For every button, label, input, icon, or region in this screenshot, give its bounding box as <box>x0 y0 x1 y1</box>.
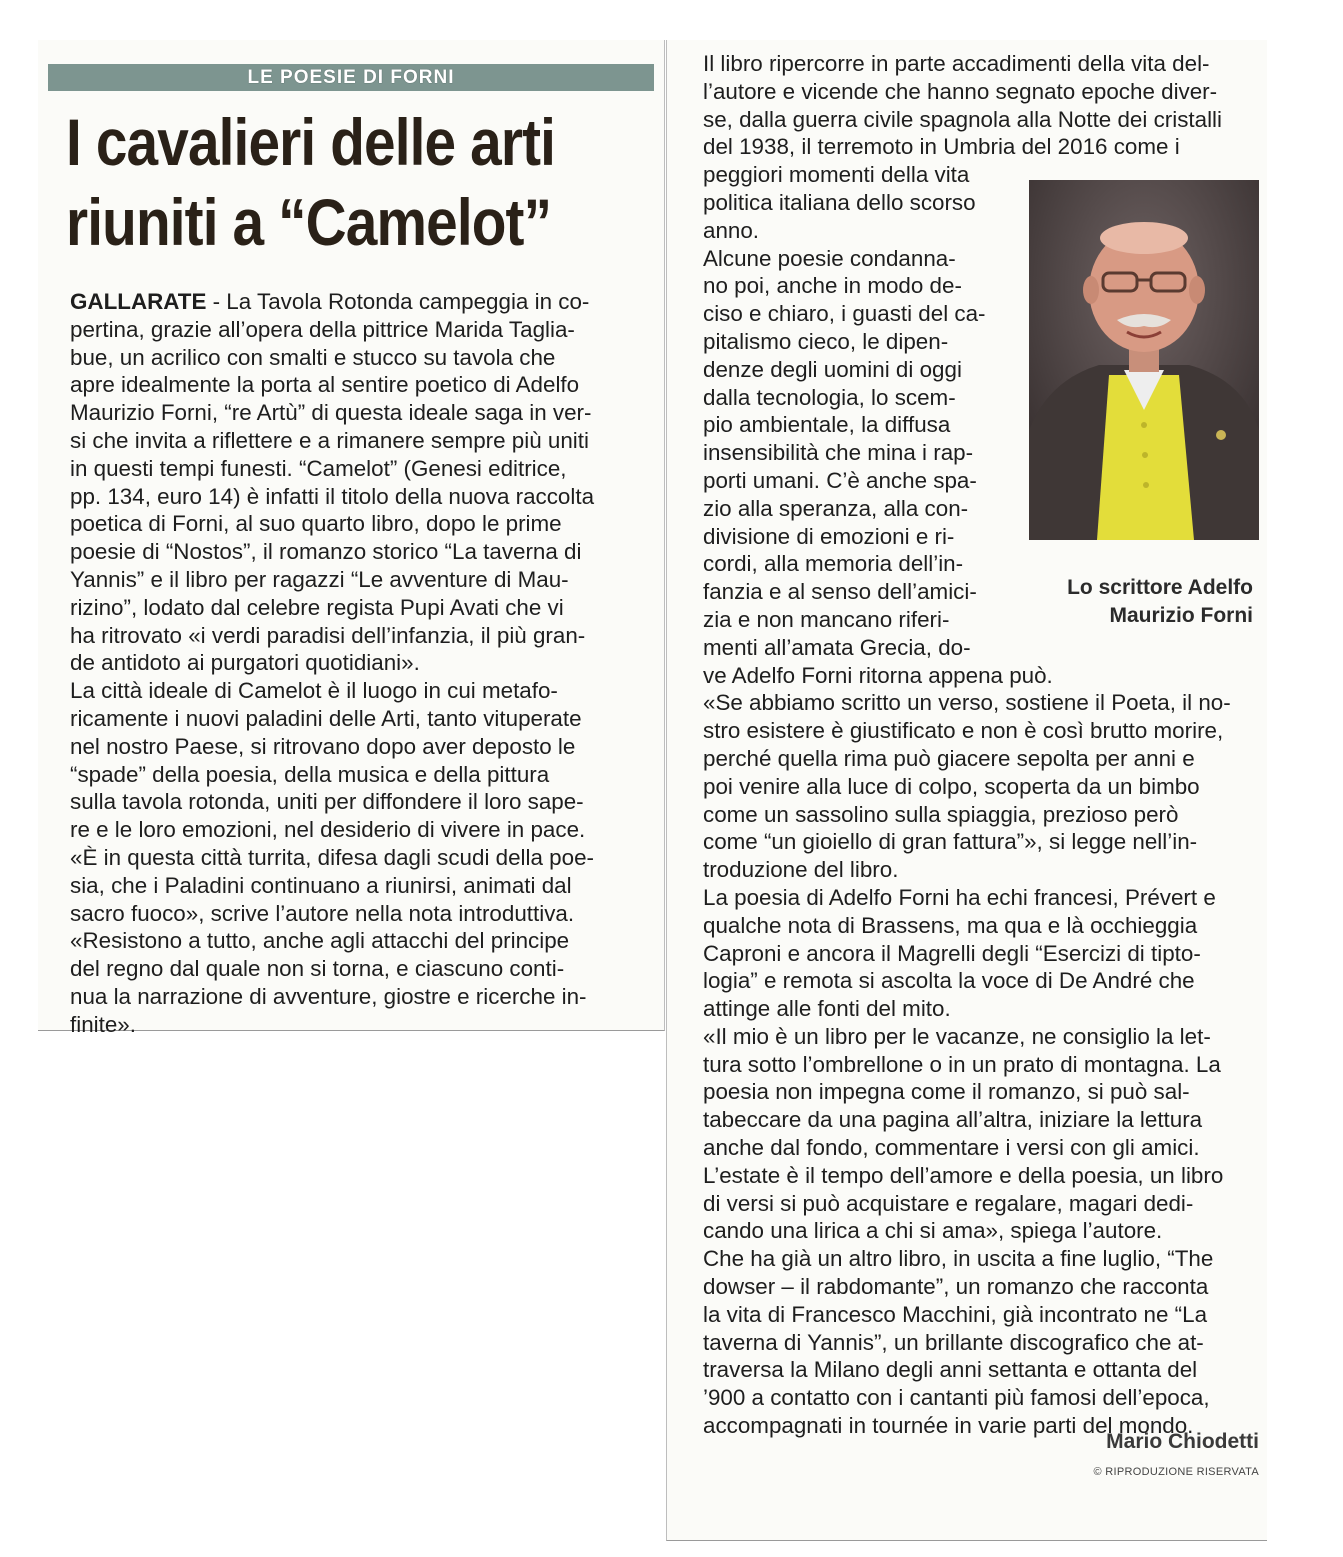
text-line: «Il mio è un libro per le vacanze, ne consiglio la let- <box>703 1023 1211 1049</box>
text-fragment: - La Tavola Rotonda campeggia in co- <box>206 289 590 314</box>
text-line: ’900 a contatto con i cantanti più famosi dell’epoca, <box>703 1385 1210 1411</box>
text-line: pitalismo cieco, le dipen- <box>703 328 949 354</box>
text-line: “spade” della poesia, della musica e della pittura <box>70 761 550 787</box>
text-line: l’autore e vicende che hanno segnato epoche diver- <box>703 78 1218 104</box>
text-line: re e le loro emozioni, nel desiderio di vivere in pace. <box>70 817 586 843</box>
text-line: rizino”, lodato dal celebre regista Pupi Avati che vi <box>70 594 564 620</box>
text-line: ricamente i nuovi paladini delle Arti, tanto vituperate <box>70 705 582 731</box>
headline-line: I cavalieri delle arti <box>66 105 556 179</box>
text-line: Il libro ripercorre in parte accadimenti della vita del- <box>703 51 1210 76</box>
caption-line: Maurizio Forni <box>1109 604 1253 627</box>
text-line: Caproni e ancora il Magrelli degli “Esercizi di tipto- <box>703 940 1201 966</box>
text-line: «È in questa città turrita, difesa dagli scudi della poe- <box>70 844 594 870</box>
text-line: poetica di Forni, al suo quarto libro, dopo le prime <box>70 511 562 537</box>
text-line: politica italiana dello scorso <box>703 189 976 215</box>
text-line: attinge alle fonti del mito. <box>703 996 951 1022</box>
text-line: poesia non impegna come il romanzo, si può sal- <box>703 1079 1190 1105</box>
text-line: divisione di emozioni e ri- <box>703 523 955 549</box>
text-line <box>70 288 660 316</box>
text-line: Yannis” e il libro per ragazzi “Le avventure di Mau- <box>70 566 569 592</box>
article-clipping-left <box>38 40 665 1037</box>
text-line: la vita di Francesco Macchini, già incontrato ne “La <box>703 1301 1208 1327</box>
text-line: bue, un acrilico con smalti e stucco su tavola che <box>70 344 556 370</box>
text-line: di versi si può acquistare e regalare, magari dedi- <box>703 1190 1194 1216</box>
text-line: poi venire alla luce di colpo, scoperta da un bimbo <box>703 773 1200 799</box>
text-line: menti all’amata Grecia, do- <box>703 634 971 660</box>
author-signature: Mario Chiodetti <box>1106 1430 1259 1453</box>
text-line: no poi, anche in modo de- <box>703 273 962 299</box>
right-text-top <box>703 50 1263 161</box>
dateline: GALLARATE <box>70 289 207 314</box>
text-line: pio ambientale, la diffusa <box>703 412 951 438</box>
article-clipping-right <box>666 40 1267 1541</box>
text-line: sulla tavola rotonda, uniti per diffondere il loro sape- <box>70 789 584 815</box>
text-line: La città ideale di Camelot è il luogo in cui metafo- <box>70 678 558 704</box>
text-line: finite». <box>70 1011 136 1037</box>
photo-caption <box>1005 574 1253 630</box>
text-line: apre idealmente la porta al sentire poetico di Adelfo <box>70 372 580 398</box>
text-line: come un sassolino sulla spiaggia, prezioso però <box>703 801 1179 827</box>
copyright-notice: © RIPRODUZIONE RISERVATA <box>1093 1466 1259 1478</box>
left-body-text <box>70 288 660 1039</box>
text-line: nel nostro Paese, si ritrovano dopo aver deposto le <box>70 733 576 759</box>
text-line: in questi tempi funesti. “Camelot” (Genesi editrice, <box>70 455 567 481</box>
text-line: sia, che i Paladini continuano a riunirsi, animati dal <box>70 872 572 898</box>
text-line: ciso e chiaro, i guasti del ca- <box>703 301 986 327</box>
text-line: Maurizio Forni, “re Artù” di questa ideale saga in ver- <box>70 400 592 426</box>
text-line: accompagnati in tournée in varie parti del mondo. <box>703 1413 1194 1439</box>
text-line: pp. 134, euro 14) è infatti il titolo della nuova raccolta <box>70 483 595 509</box>
text-line: porti umani. C’è anche spa- <box>703 467 977 493</box>
text-line: poesie di “Nostos”, il romanzo storico “La taverna di <box>70 539 582 565</box>
text-line: troduzione del libro. <box>703 857 899 883</box>
text-line: logia” e remota si ascolta la voce di De André che <box>703 968 1195 994</box>
text-line: dowser – il rabdomante”, un romanzo che racconta <box>703 1274 1209 1300</box>
text-line: de antidoto ai purgatori quotidiani». <box>70 650 420 676</box>
section-kicker: LE POESIE DI FORNI <box>48 64 654 91</box>
text-line: anche dal fondo, commentare i versi con gli amici. <box>703 1135 1200 1161</box>
right-text-bottom <box>703 662 1263 1440</box>
text-line: come “un gioiello di gran fattura”», si legge nell’in- <box>703 829 1198 855</box>
caption-line: Lo scrittore Adelfo <box>1067 576 1253 599</box>
text-line: Alcune poesie condanna- <box>703 245 956 271</box>
text-line: Che ha già un altro libro, in uscita a fine luglio, “The <box>703 1246 1214 1272</box>
text-line: denze degli uomini di oggi <box>703 356 962 382</box>
text-line: se, dalla guerra civile spagnola alla Notte dei cristalli <box>703 106 1222 132</box>
text-line: qualche nota di Brassens, ma qua e là occhieggia <box>703 912 1198 938</box>
text-line: cordi, alla memoria dell’in- <box>703 551 964 577</box>
text-line: anno. <box>703 217 760 243</box>
article-headline <box>66 102 573 262</box>
right-text-narrow <box>703 161 1023 661</box>
text-line: «Resistono a tutto, anche agli attacchi del principe <box>70 928 570 954</box>
text-line: zia e non mancano riferi- <box>703 606 950 632</box>
text-line: zio alla speranza, alla con- <box>703 495 969 521</box>
text-line: insensibilità che mina i rap- <box>703 440 974 466</box>
headline-line: riuniti a “Camelot” <box>66 185 552 259</box>
text-line: La poesia di Adelfo Forni ha echi francesi, Prévert e <box>703 884 1216 910</box>
text-line: del regno dal quale non si torna, e ciascuno conti- <box>70 956 565 982</box>
text-line: si che invita a riflettere e a rimanere sempre più uniti <box>70 427 589 453</box>
text-line: taverna di Yannis”, un brillante discografico che at- <box>703 1329 1204 1355</box>
text-line: peggiori momenti della vita <box>703 162 970 188</box>
text-line: L’estate è il tempo dell’amore e della poesia, un libro <box>703 1162 1224 1188</box>
author-portrait-illustration <box>1029 180 1259 540</box>
text-line: dalla tecnologia, lo scem- <box>703 384 956 410</box>
text-line: «Se abbiamo scritto un verso, sostiene il Poeta, il no- <box>703 690 1231 716</box>
text-line: pertina, grazie all’opera della pittrice Marida Taglia- <box>70 316 575 342</box>
text-line: fanzia e al senso dell’amici- <box>703 579 977 605</box>
text-line: nua la narrazione di avventure, giostre e ricerche in- <box>70 983 587 1009</box>
text-line: sacro fuoco», scrive l’autore nella nota introduttiva. <box>70 900 575 926</box>
author-photo <box>1029 180 1259 540</box>
text-line: tabeccare da una pagina all’altra, iniziare la lettura <box>703 1107 1203 1133</box>
text-line: cando una lirica a chi si ama», spiega l’autore. <box>703 1218 1163 1244</box>
text-line: perché quella rima può giacere sepolta per anni e <box>703 745 1195 771</box>
text-line: traversa la Milano degli anni settanta e ottanta del <box>703 1357 1198 1383</box>
text-line: tura sotto l’ombrellone o in un prato di montagna. La <box>703 1051 1221 1077</box>
text-line: ve Adelfo Forni ritorna appena può. <box>703 662 1053 688</box>
text-line: ha ritrovato «i verdi paradisi dell’infanzia, il più gran- <box>70 622 586 648</box>
text-line: stro esistere è giustificato e non è così brutto morire, <box>703 718 1224 744</box>
text-line: del 1938, il terremoto in Umbria del 2016 come i <box>703 134 1180 160</box>
